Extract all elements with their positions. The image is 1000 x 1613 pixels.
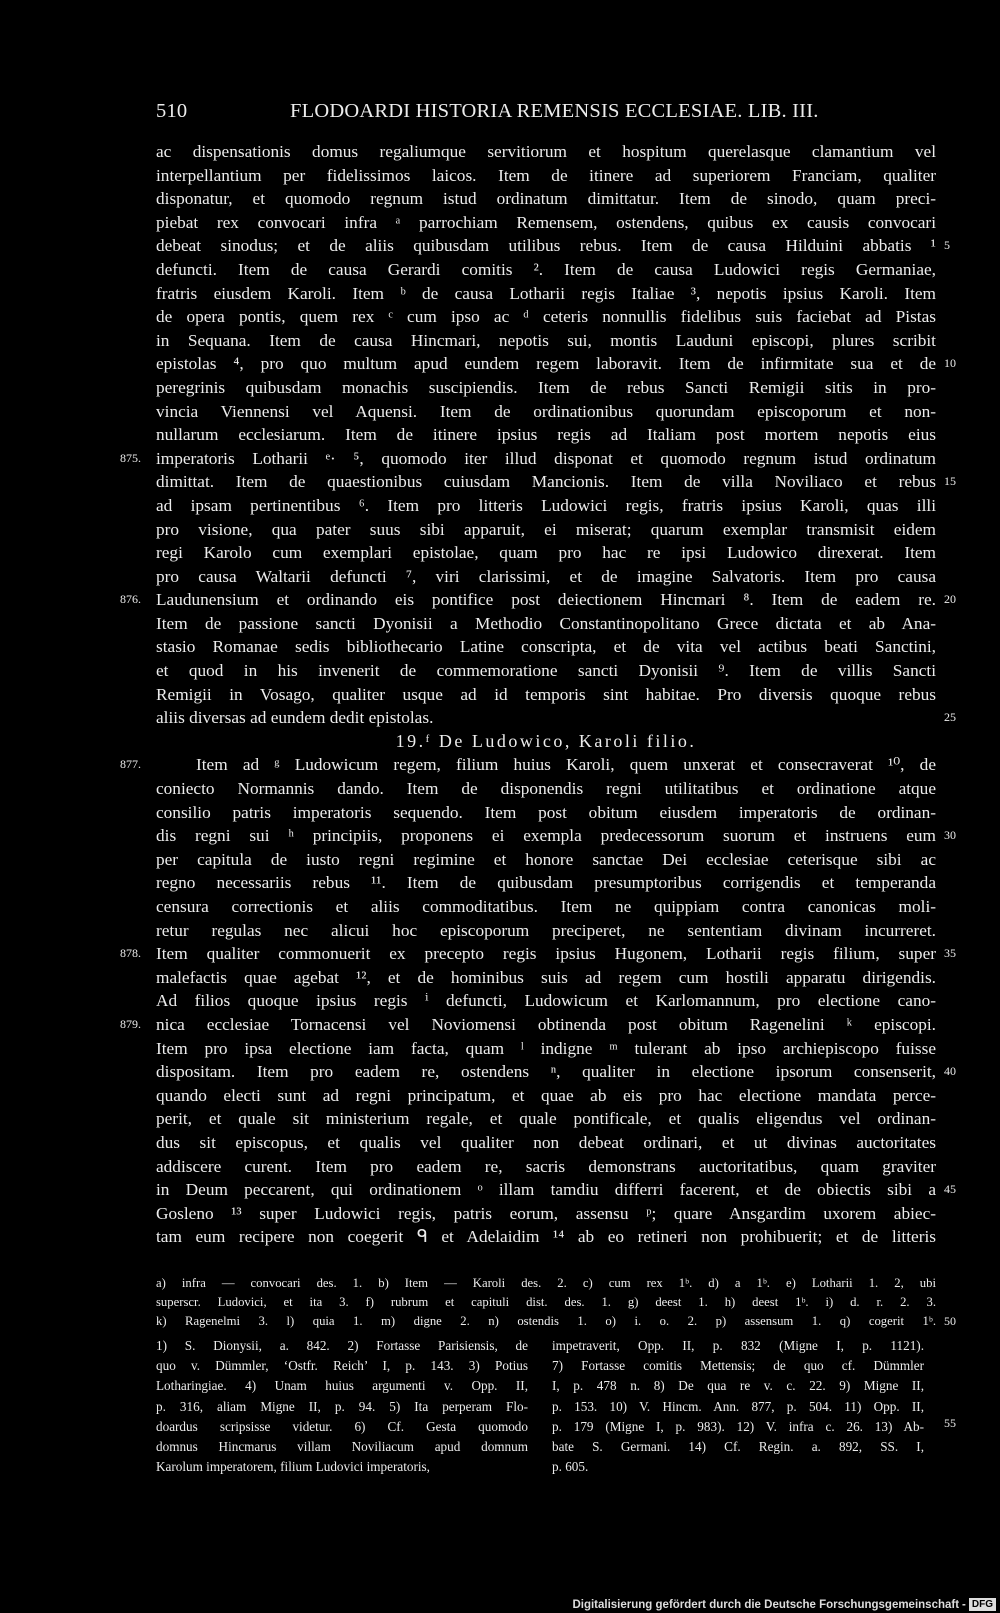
- year-marker: 877.: [120, 757, 141, 772]
- footnote-line: doardus scripsisse videtur. 6) Cf. Gesta quomodo: [156, 1418, 528, 1434]
- critical-apparatus: [0, 1274, 1000, 1330]
- year-marker: 875.: [120, 450, 141, 465]
- line-text: consilio patris imperatoris sequendo. Item post obitum eiusdem imperatoris de ordinan-: [156, 802, 936, 822]
- line-text: dus sit episcopus, et qualis vel qualiter non debeat ordinari, et ut divinas auctoritates: [156, 1132, 936, 1152]
- footnote-line: 1) S. Dionysii, a. 842. 2) Fortasse Parisiensis, de: [156, 1338, 528, 1353]
- text-line: [0, 1202, 1000, 1226]
- line-text: pro visione, qua pater suus sibi apparuit, ei miserat; quarum exemplar transmisit eidem: [156, 519, 936, 539]
- year-marker: 878.: [120, 946, 141, 961]
- line-number: 45: [944, 1182, 956, 1197]
- footnotes-left-column: [156, 1336, 528, 1477]
- apparatus-text: a) infra — convocari des. 1. b) Item — Karoli des. 2. c) cum rex 1ᵇ. d) a 1ᵇ. e) Lotharii 1. 2, ubi: [156, 1276, 936, 1290]
- text-line: [0, 329, 1000, 353]
- main-text: [0, 140, 1000, 1249]
- text-line: [0, 1084, 1000, 1108]
- footnote-line: bate S. Germani. 14) Cf. Regin. a. 892, SS. I,: [552, 1438, 924, 1454]
- line-number: 25: [944, 710, 956, 725]
- line-text: peregrinis quibusdam monachis suscipiendis. Item de rebus Sancti Remigii sitis in pro-: [156, 377, 936, 397]
- line-text: dis regni sui ʰ principiis, proponens ei exempla predecessorum suorum et instruens eum: [156, 826, 936, 846]
- footer-credit: Digitalisierung gefördert durch die Deutsche Forschungsgemeinschaft: [572, 1598, 960, 1611]
- text-line: [0, 211, 1000, 235]
- line-number: 5: [944, 238, 950, 253]
- line-number: 35: [944, 946, 956, 961]
- line-number: 40: [944, 1064, 956, 1079]
- chapter-heading: [0, 730, 1000, 754]
- text-line: [0, 305, 1000, 329]
- apparatus-line: [0, 1274, 1000, 1293]
- line-text: regi Karolo cum exemplari epistolae, quam pro hac re ipsi Ludowico direxerat. Item: [156, 543, 936, 563]
- footnote-line: domnus Hincmarus villam Noviliacum apud domnum: [156, 1438, 528, 1454]
- line-text: nullarum ecclesiarum. Item de itinere ipsius regis ad Italiam post mortem nepotis eius: [156, 425, 936, 445]
- text-line: [0, 400, 1000, 424]
- text-line: [0, 282, 1000, 306]
- text-line: [0, 423, 1000, 447]
- line-text: quando electi sunt ad regni principatum, et quae ab eis pro hac electione mandata perce-: [156, 1085, 936, 1105]
- footnote-line: 7) Fortasse comitis Mettensis; de quo cf. Dümmler: [552, 1358, 924, 1374]
- line-text: coniecto Normannis dando. Item de disponendis regni utilitatibus et ordinatione atque: [156, 779, 936, 799]
- line-text: Item pro ipsa electione iam facta, quam ˡ indigne ᵐ tulerant ab ipso archiepiscopo fuisse: [156, 1038, 936, 1058]
- text-line: [0, 541, 1000, 565]
- line-text: interpellantium per fidelissimos laicos. Item de itinere ad superiorem Franciam, qualiter: [156, 165, 936, 185]
- line-text: stasio Romanae sedis bibliothecario Latine conscripta, et de vita vel actibus beati Sanctini,: [156, 637, 936, 657]
- text-line: [0, 258, 1000, 282]
- text-line: [0, 1155, 1000, 1179]
- footnote-line: p. 153. 10) V. Hincm. Ann. 877, p. 504. 11) Opp. II,: [552, 1398, 924, 1414]
- line-text: pro causa Waltarii defuncti ⁷, viri clarissimi, et de imagine Salvatoris. Item pro causa: [156, 566, 936, 586]
- footnote-line: Karolum imperatorem, filium Ludovici imperatoris,: [156, 1459, 430, 1475]
- text-line: [0, 447, 1000, 471]
- footnote-line: p. 316, aliam Migne II, p. 94. 5) Ita perperam Flo-: [156, 1398, 528, 1414]
- year-marker: 876.: [120, 592, 141, 607]
- text-line: [0, 187, 1000, 211]
- text-line: [0, 824, 1000, 848]
- text-line: [0, 612, 1000, 636]
- line-text: retur regulas nec alicui hoc episcoporum preciperet, ne sententiam divinam incurreret.: [156, 920, 936, 940]
- text-line: [0, 140, 1000, 164]
- line-text: regno necessariis rebus ¹¹. Item de quibusdam presumptoribus corrigendis et temperanda: [156, 873, 936, 893]
- footnote-line: quo v. Dümmler, ‘Ostfr. Reich’ I, p. 143. 3) Potius: [156, 1358, 528, 1374]
- line-number: 50: [944, 1313, 956, 1328]
- line-text: debeat sinodus; et de aliis quibusdam utilibus rebus. Item de causa Hilduini abbatis ¹: [156, 236, 936, 256]
- line-text: ac dispensationis domus regaliumque servitiorum et hospitum querelasque clamantium vel: [156, 142, 936, 161]
- text-line: [0, 1013, 1000, 1037]
- line-text: in Sequana. Item de causa Hincmari, nepotis sui, montis Lauduni episcopi, plures scribit: [156, 330, 936, 350]
- text-line: [0, 683, 1000, 707]
- text-line: [0, 234, 1000, 258]
- text-line: [0, 164, 1000, 188]
- text-line: [0, 494, 1000, 518]
- text-line: [0, 565, 1000, 589]
- digitization-footer: Digitalisierung gefördert durch die Deutsche Forschungsgemeinschaft - DFG: [572, 1598, 996, 1611]
- text-line: [0, 1060, 1000, 1084]
- line-text: dispositam. Item pro eadem re, ostendens ⁿ, qualiter in electione ipsorum consenserit,: [156, 1062, 936, 1082]
- text-line: [0, 1131, 1000, 1155]
- line-text: Item de passione sancti Dyonisii a Methodio Constantinopolitano Grece dictata et ab Ana-: [156, 613, 936, 633]
- year-marker: 879.: [120, 1016, 141, 1031]
- line-number: 15: [944, 474, 956, 489]
- text-line: [0, 801, 1000, 825]
- text-line: [0, 352, 1000, 376]
- line-text: nica ecclesiae Tornacensi vel Noviomensi obtinenda post obitum Ragenelini ᵏ episcopi.: [156, 1014, 936, 1034]
- line-text: addiscere curent. Item pro eadem re, sacris demonstrans auctoritatibus, quam graviter: [156, 1156, 936, 1176]
- line-text: defuncti. Item de causa Gerardi comitis ². Item de causa Ludowici regis Germaniae,: [156, 259, 936, 279]
- line-text: fratris eiusdem Karoli. Item ᵇ de causa Lotharii regis Italiae ³, nepotis ipsius Karoli. Item: [156, 283, 936, 303]
- text-line: [0, 848, 1000, 872]
- line-number: 30: [944, 828, 956, 843]
- text-line: [0, 518, 1000, 542]
- line-text: aliis diversas ad eundem dedit epistolas.: [156, 708, 434, 728]
- line-text: disponatur, et quomodo regnum istud ordinatum dimittatur. Item de sinodo, quam preci-: [156, 189, 936, 209]
- line-text: de opera pontis, quem rex ᶜ cum ipso ac ᵈ ceteris nonnullis fidelibus suis faciebat ad Pistas: [156, 307, 936, 327]
- footnote-line: Lotharingiae. 4) Unam huius argumenti v. Opp. II,: [156, 1378, 528, 1394]
- apparatus-text: k) Ragenelmi 3. l) quia 1. m) digne 2. n) ostendis 1. o) i. o. 2. p) assensum 1. q) cogerit 1ᵇ.: [156, 1313, 936, 1328]
- text-line: [0, 919, 1000, 943]
- line-text: Gosleno ¹³ super Ludowici regis, patris eorum, assensu ᵖ; quare Ansgardim uxorem abiec-: [156, 1203, 936, 1223]
- text-line: [0, 966, 1000, 990]
- apparatus-line: [0, 1293, 1000, 1312]
- line-text: vincia Viennensi vel Aquensi. Item de ordinationibus quorundam episcoporum et non-: [156, 401, 936, 421]
- text-line: [0, 635, 1000, 659]
- text-line: [0, 871, 1000, 895]
- text-line: [0, 1225, 1000, 1249]
- text-line: [0, 470, 1000, 494]
- text-line: [0, 895, 1000, 919]
- line-text: malefactis quae agebat ¹², et de hominibus suis ad regem cum hostili apparatu dirigendis.: [156, 967, 936, 987]
- line-text: Item qualiter commonuerit ex precepto regis ipsius Hugonem, Lotharii regis filium, super: [156, 944, 936, 964]
- footnote-line: p. 179 (Migne I, p. 983). 12) V. infra c. 26. 13) Ab-: [552, 1418, 924, 1434]
- text-line: [0, 942, 1000, 966]
- text-line: [0, 989, 1000, 1013]
- text-line: [0, 659, 1000, 683]
- line-text: imperatoris Lotharii ᵉ· ⁵, quomodo iter illud disponat et quomodo regnum istud ordinatum: [156, 448, 936, 468]
- line-number-55: 55: [944, 1416, 956, 1430]
- line-text: Remigii in Vosago, qualiter usque ad id temporis sint habitae. Pro diversis quoque rebus: [156, 684, 936, 704]
- line-text: censura correctionis et aliis commoditatibus. Item ne quippiam contra canonicas moli-: [156, 897, 936, 916]
- line-text: perit, et quale sit ministerium regale, et quale pontificale, et qualis eligendus vel ordinan-: [156, 1109, 936, 1129]
- line-text: Ad filios quoque ipsius regis ⁱ defuncti, Ludowicum et Karlomannum, pro electione cano-: [156, 991, 936, 1011]
- footnotes-right-column: [552, 1336, 924, 1477]
- text-line: [0, 1037, 1000, 1061]
- text-line: [0, 777, 1000, 801]
- running-title: FLODOARDI HISTORIA REMENSIS ECCLESIAE. LIB. III.: [290, 100, 819, 122]
- text-line: [0, 376, 1000, 400]
- line-text: per capitula de iusto regni regimine et honore sanctae Dei ecclesiae ceterisque sibi ac: [156, 849, 936, 869]
- text-line: [0, 588, 1000, 612]
- apparatus-line: [0, 1312, 1000, 1331]
- line-text: piebat rex convocari infra ᵃ parrochiam Remensem, ostendens, quibus ex causis convocari: [156, 212, 936, 232]
- line-text: dimittat. Item de quaestionibus cuiusdam Mancionis. Item de villa Noviliaco et rebus: [156, 472, 936, 492]
- line-text: epistolas ⁴, pro quo multum apud eundem regem laboravit. Item de infirmitate sua et de: [156, 354, 936, 374]
- footnote-line: p. 605.: [552, 1459, 589, 1475]
- line-text: 19.ᶠ De Ludowico, Karoli filio.: [395, 730, 697, 751]
- line-text: ad ipsam pertinentibus ⁶. Item pro litteris Ludowici regis, fratris ipsius Karoli, quas illi: [156, 495, 936, 515]
- line-number: 10: [944, 356, 956, 371]
- line-text: tam eum recipere non coegerit ᑫ et Adelaidim ¹⁴ ab eo retineri non prohibuerit; et de litteris: [156, 1227, 936, 1247]
- page-number: 510: [156, 100, 188, 122]
- footnote-line: I, p. 478 n. 8) De qua re v. c. 22. 9) Migne II,: [552, 1378, 924, 1394]
- dfg-logo-icon: DFG: [969, 1598, 996, 1611]
- text-line: [0, 706, 1000, 730]
- apparatus-text: superscr. Ludovici, et ita 3. f) rubrum et capituli dist. des. 1. g) deest 1. h) deest 1ᵇ. i) d. r. 2. 3.: [156, 1294, 936, 1309]
- line-text: et quod in his invenerit de commemoratione sancti Dyonisii ⁹. Item de villis Sancti: [156, 661, 936, 681]
- footnote-line: impetraverit, Opp. II, p. 832 (Migne I, p. 1121).: [552, 1338, 924, 1353]
- line-number: 20: [944, 592, 956, 607]
- text-line: [0, 1107, 1000, 1131]
- line-text: in Deum peccarent, qui ordinationem ᵒ illam tamdiu differri facerent, et de obiectis sibi a: [156, 1180, 936, 1200]
- text-line: [0, 1178, 1000, 1202]
- line-text: Laudunensium et ordinando eis pontifice post deiectionem Hincmari ⁸. Item de eadem re.: [156, 590, 936, 610]
- text-line: [0, 753, 1000, 777]
- page-header: [156, 100, 936, 130]
- line-text: Item ad ᵍ Ludowicum regem, filium huius Karoli, quem unxerat et consecraverat ¹⁰, de: [196, 755, 936, 775]
